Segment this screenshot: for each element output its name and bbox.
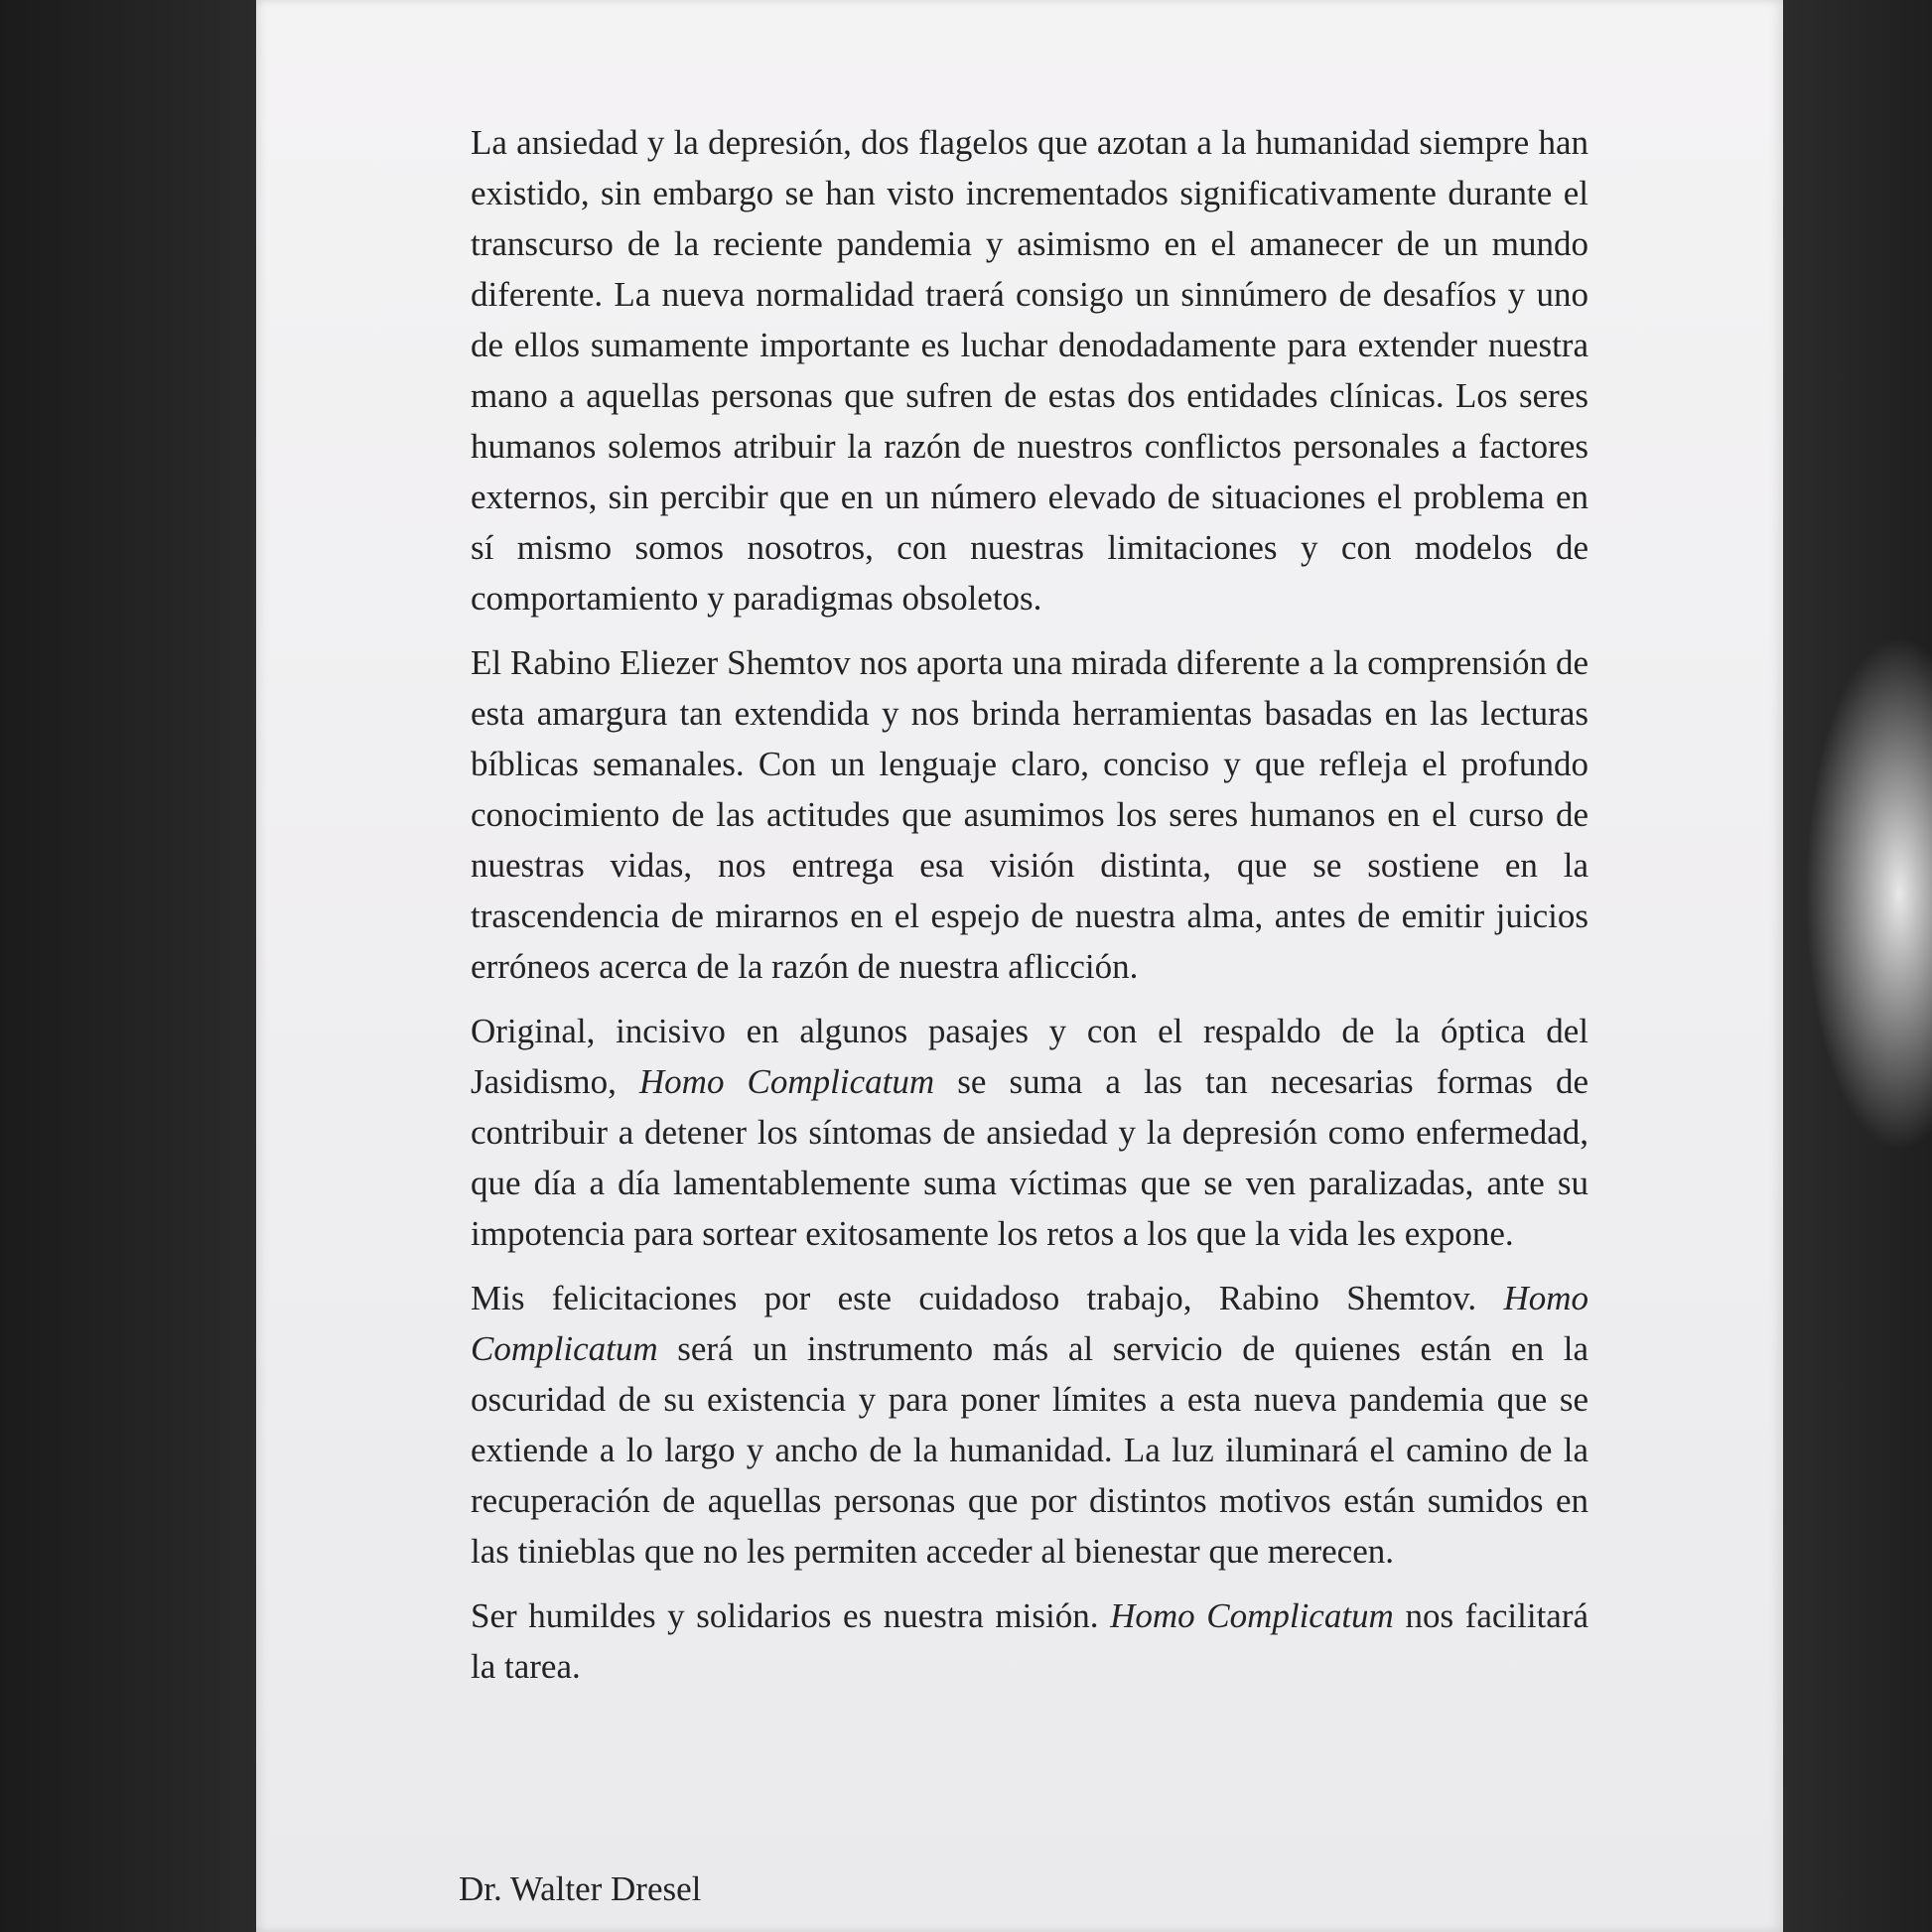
paragraph-text: se suma a las tan necesarias formas de contribuir a detener los síntomas de ansiedad y la depresión como enfermedad, que día a día lamentablemente suma víctimas que se ven paralizadas, ante su impotencia para sortear exitosamente los retos a los que la vida les expone. (471, 1062, 1588, 1253)
background-left (0, 0, 256, 1932)
light-glare (1805, 635, 1932, 1152)
author-signature: Dr. Walter Dresel (459, 1869, 702, 1908)
paragraph-text: será un instrumento más al servicio de quienes están en la oscuridad de su existencia y para poner límites a esta nueva pandemia que se extiende a lo largo y ancho de la humanidad. La luz iluminará el camino de la recuperación de aquellas personas que por distintos motivos están sumidos en las tinieblas que no les permiten acceder al bienestar que merecen. (471, 1329, 1588, 1571)
paragraph-4 (471, 1273, 1588, 1577)
paragraph-3 (471, 1006, 1588, 1259)
paragraph-text: Ser humildes y solidarios es nuestra misión. (471, 1596, 1111, 1635)
paragraph-1 (471, 117, 1588, 623)
book-title-italic: Homo Complicatum (638, 1062, 935, 1101)
book-title-italic: Homo Complicatum (1110, 1596, 1394, 1635)
paragraph-text: La ansiedad y la depresión, dos flagelos que azotan a la humanidad siempre han existido, sin embargo se han visto incrementados significativamente durante el transcurso de la reciente pandemia y asimismo en el amanecer de un mundo diferente. La nueva normalidad traerá consigo un sinnúmero de desafíos y uno de ellos sumamente importante es luchar denodadamente para extender nuestra mano a aquellas personas que sufren de estas dos entidades clínicas. Los seres humanos solemos atribuir la razón de nuestros conflictos personales a factores externos, sin percibir que en un número elevado de situaciones el problema en sí mismo somos nosotros, con nuestras limitaciones y con modelos de comportamiento y paradigmas obsoletos. (471, 123, 1588, 618)
blurb-text (471, 117, 1588, 1706)
paragraph-text: Mis felicitaciones por este cuidadoso trabajo, Rabino Shemtov. (471, 1279, 1504, 1317)
book-title-italic: Homo Complicatum (471, 1279, 1588, 1368)
paragraph-2 (471, 637, 1588, 992)
paragraph-text: nos facilitará la tarea. (471, 1596, 1589, 1686)
paragraph-text: El Rabino Eliezer Shemtov nos aporta una mirada diferente a la comprensión de esta amargura tan extendida y nos brinda herramientas basadas en las lecturas bíblicas semanales. Con un lenguaje claro, conciso y que refleja el profundo conocimiento de las actitudes que asumimos los seres humanos en el curso de nuestras vidas, nos entrega esa visión distinta, que se sostiene en la trascendencia de mirarnos en el espejo de nuestra alma, antes de emitir juicios erróneos acerca de la razón de nuestra aflicción. (471, 643, 1588, 986)
paragraph-5 (471, 1590, 1588, 1692)
paragraph-text: Original, incisivo en algunos pasajes y con el respaldo de la óptica del Jasidismo, (471, 1012, 1588, 1101)
